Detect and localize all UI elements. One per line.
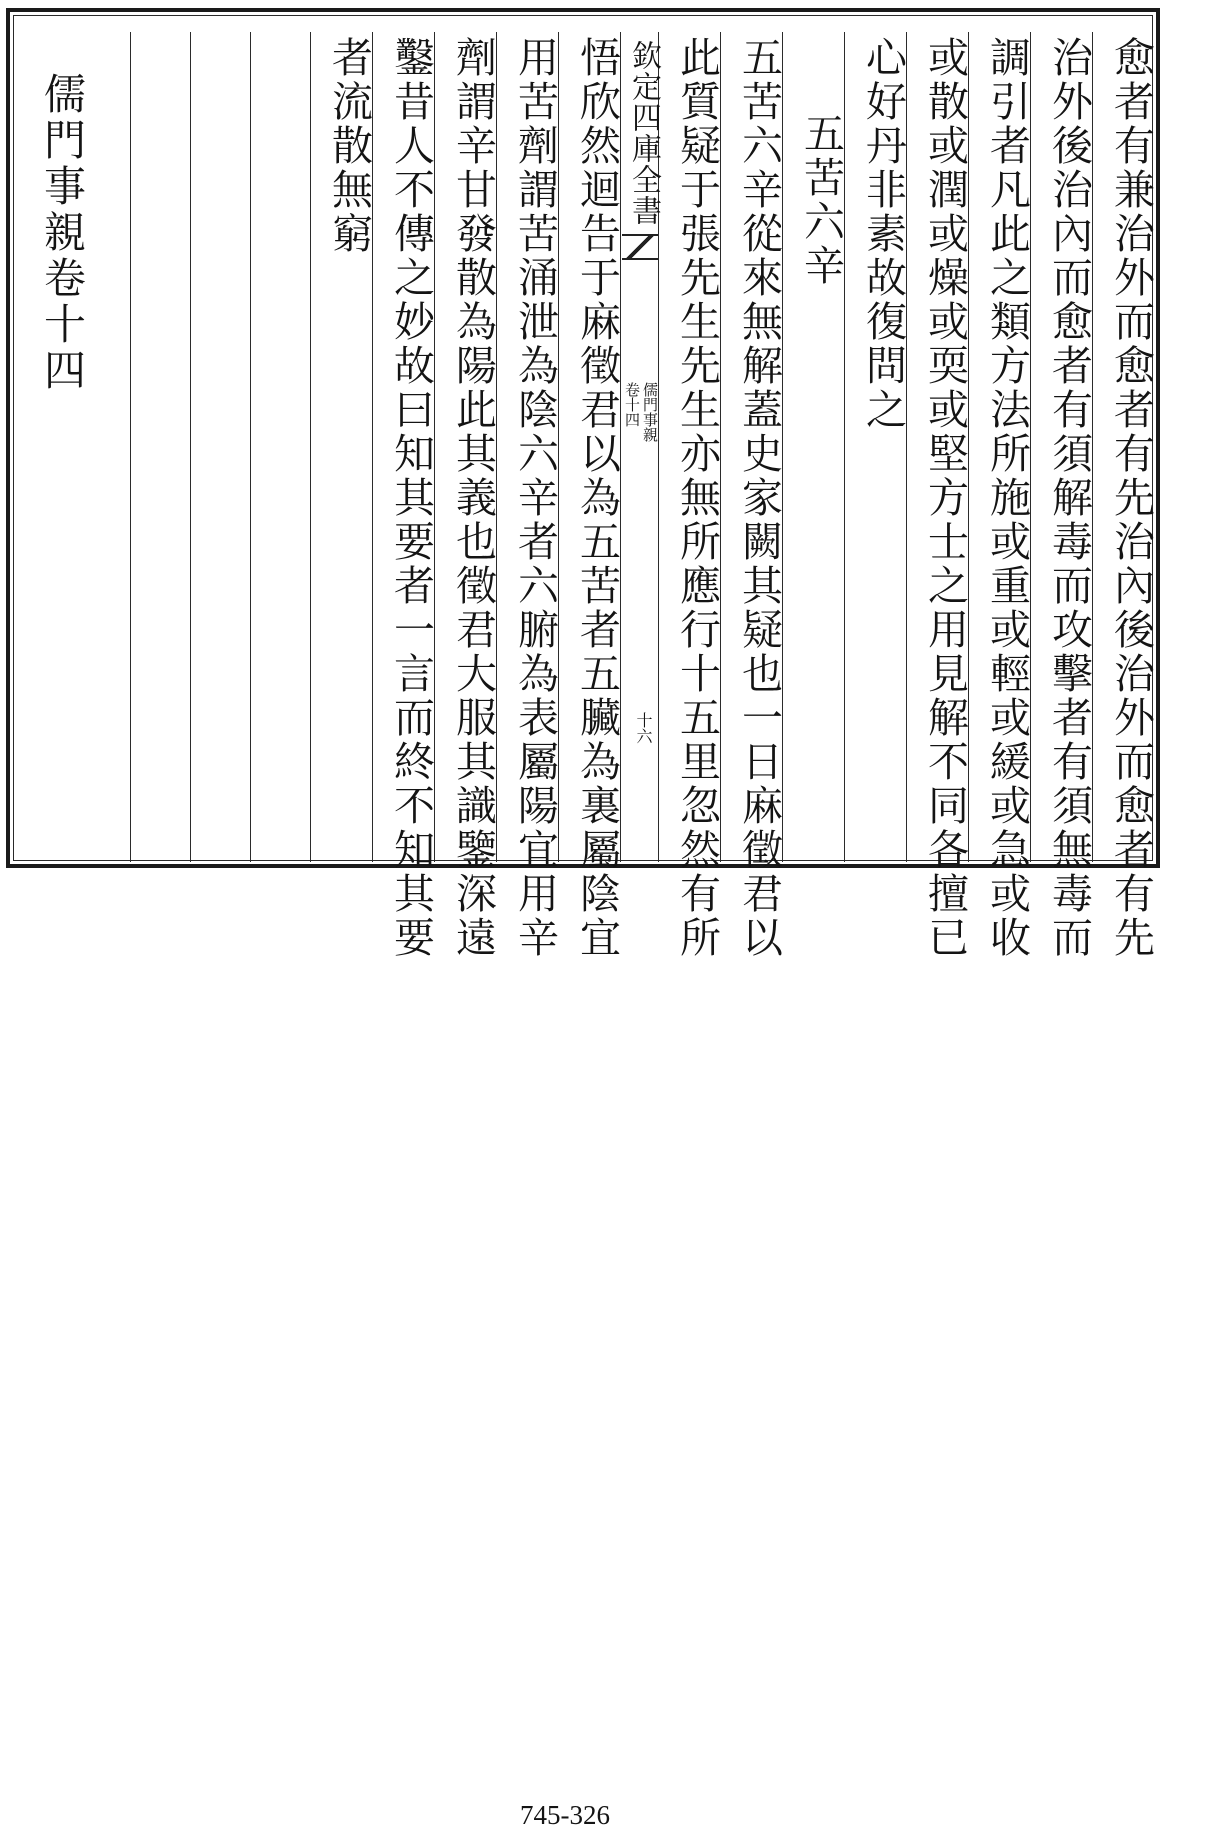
column-text: 五苦六辛從來無解蓋史家闕其疑也一日麻徵君以 <box>735 36 783 960</box>
book-title: 儒門事親卷十四 <box>38 72 87 394</box>
text-column <box>844 32 906 862</box>
page-number: 745-326 <box>520 1800 610 1830</box>
text-column <box>372 32 435 960</box>
text-column <box>310 32 372 862</box>
column-text: 或散或潤或燥或耎或堅方士之用見解不同各擅已 <box>921 36 969 960</box>
banner-title: 欽定四庫全書 <box>626 40 661 226</box>
text-column <box>496 32 559 960</box>
page-frame <box>6 8 1160 960</box>
column-text: 用苦劑謂苦涌泄為陰六辛者六腑為表屬陽宜用辛 <box>511 36 559 960</box>
text-column <box>720 32 783 960</box>
banner-book-info <box>623 382 659 442</box>
column-text: 治外後治內而愈者有須解毒而攻擊者有須無毒而 <box>1045 36 1093 960</box>
column-text: 鑿昔人不傳之妙故曰知其要者一言而終不知其要 <box>387 36 435 960</box>
empty-column <box>190 32 250 862</box>
banner-folio: 十六 <box>634 712 653 744</box>
section-heading-column <box>782 32 844 862</box>
column-text: 心好丹非素故復問之 <box>859 36 907 432</box>
empty-column <box>250 32 310 862</box>
column-text: 悟欣然迴告于麻徵君以為五苦者五臟為裏屬陰宜 <box>573 36 621 960</box>
column-text: 者流散無窮 <box>325 36 373 256</box>
text-column <box>1092 32 1155 960</box>
section-heading: 五苦六辛 <box>797 112 845 288</box>
text-column <box>558 32 621 960</box>
banner-book: 儒門事親 <box>641 382 659 442</box>
text-column <box>906 32 969 960</box>
text-column <box>968 32 1031 960</box>
column-text: 愈者有兼治外而愈者有先治內後治外而愈者有先 <box>1107 36 1155 960</box>
column-text: 調引者凡此之類方法所施或重或輕或緩或急或收 <box>983 36 1031 960</box>
column-text: 此質疑于張先生先生亦無所應行十五里忽然有所 <box>673 36 721 960</box>
banner-volume: 卷十四 <box>623 382 641 427</box>
column-text: 劑謂辛甘發散為陽此其義也徵君大服其識鑒深遠 <box>449 36 497 960</box>
text-column <box>1030 32 1093 960</box>
empty-column <box>130 32 190 862</box>
text-column <box>434 32 497 960</box>
text-column <box>658 32 721 960</box>
